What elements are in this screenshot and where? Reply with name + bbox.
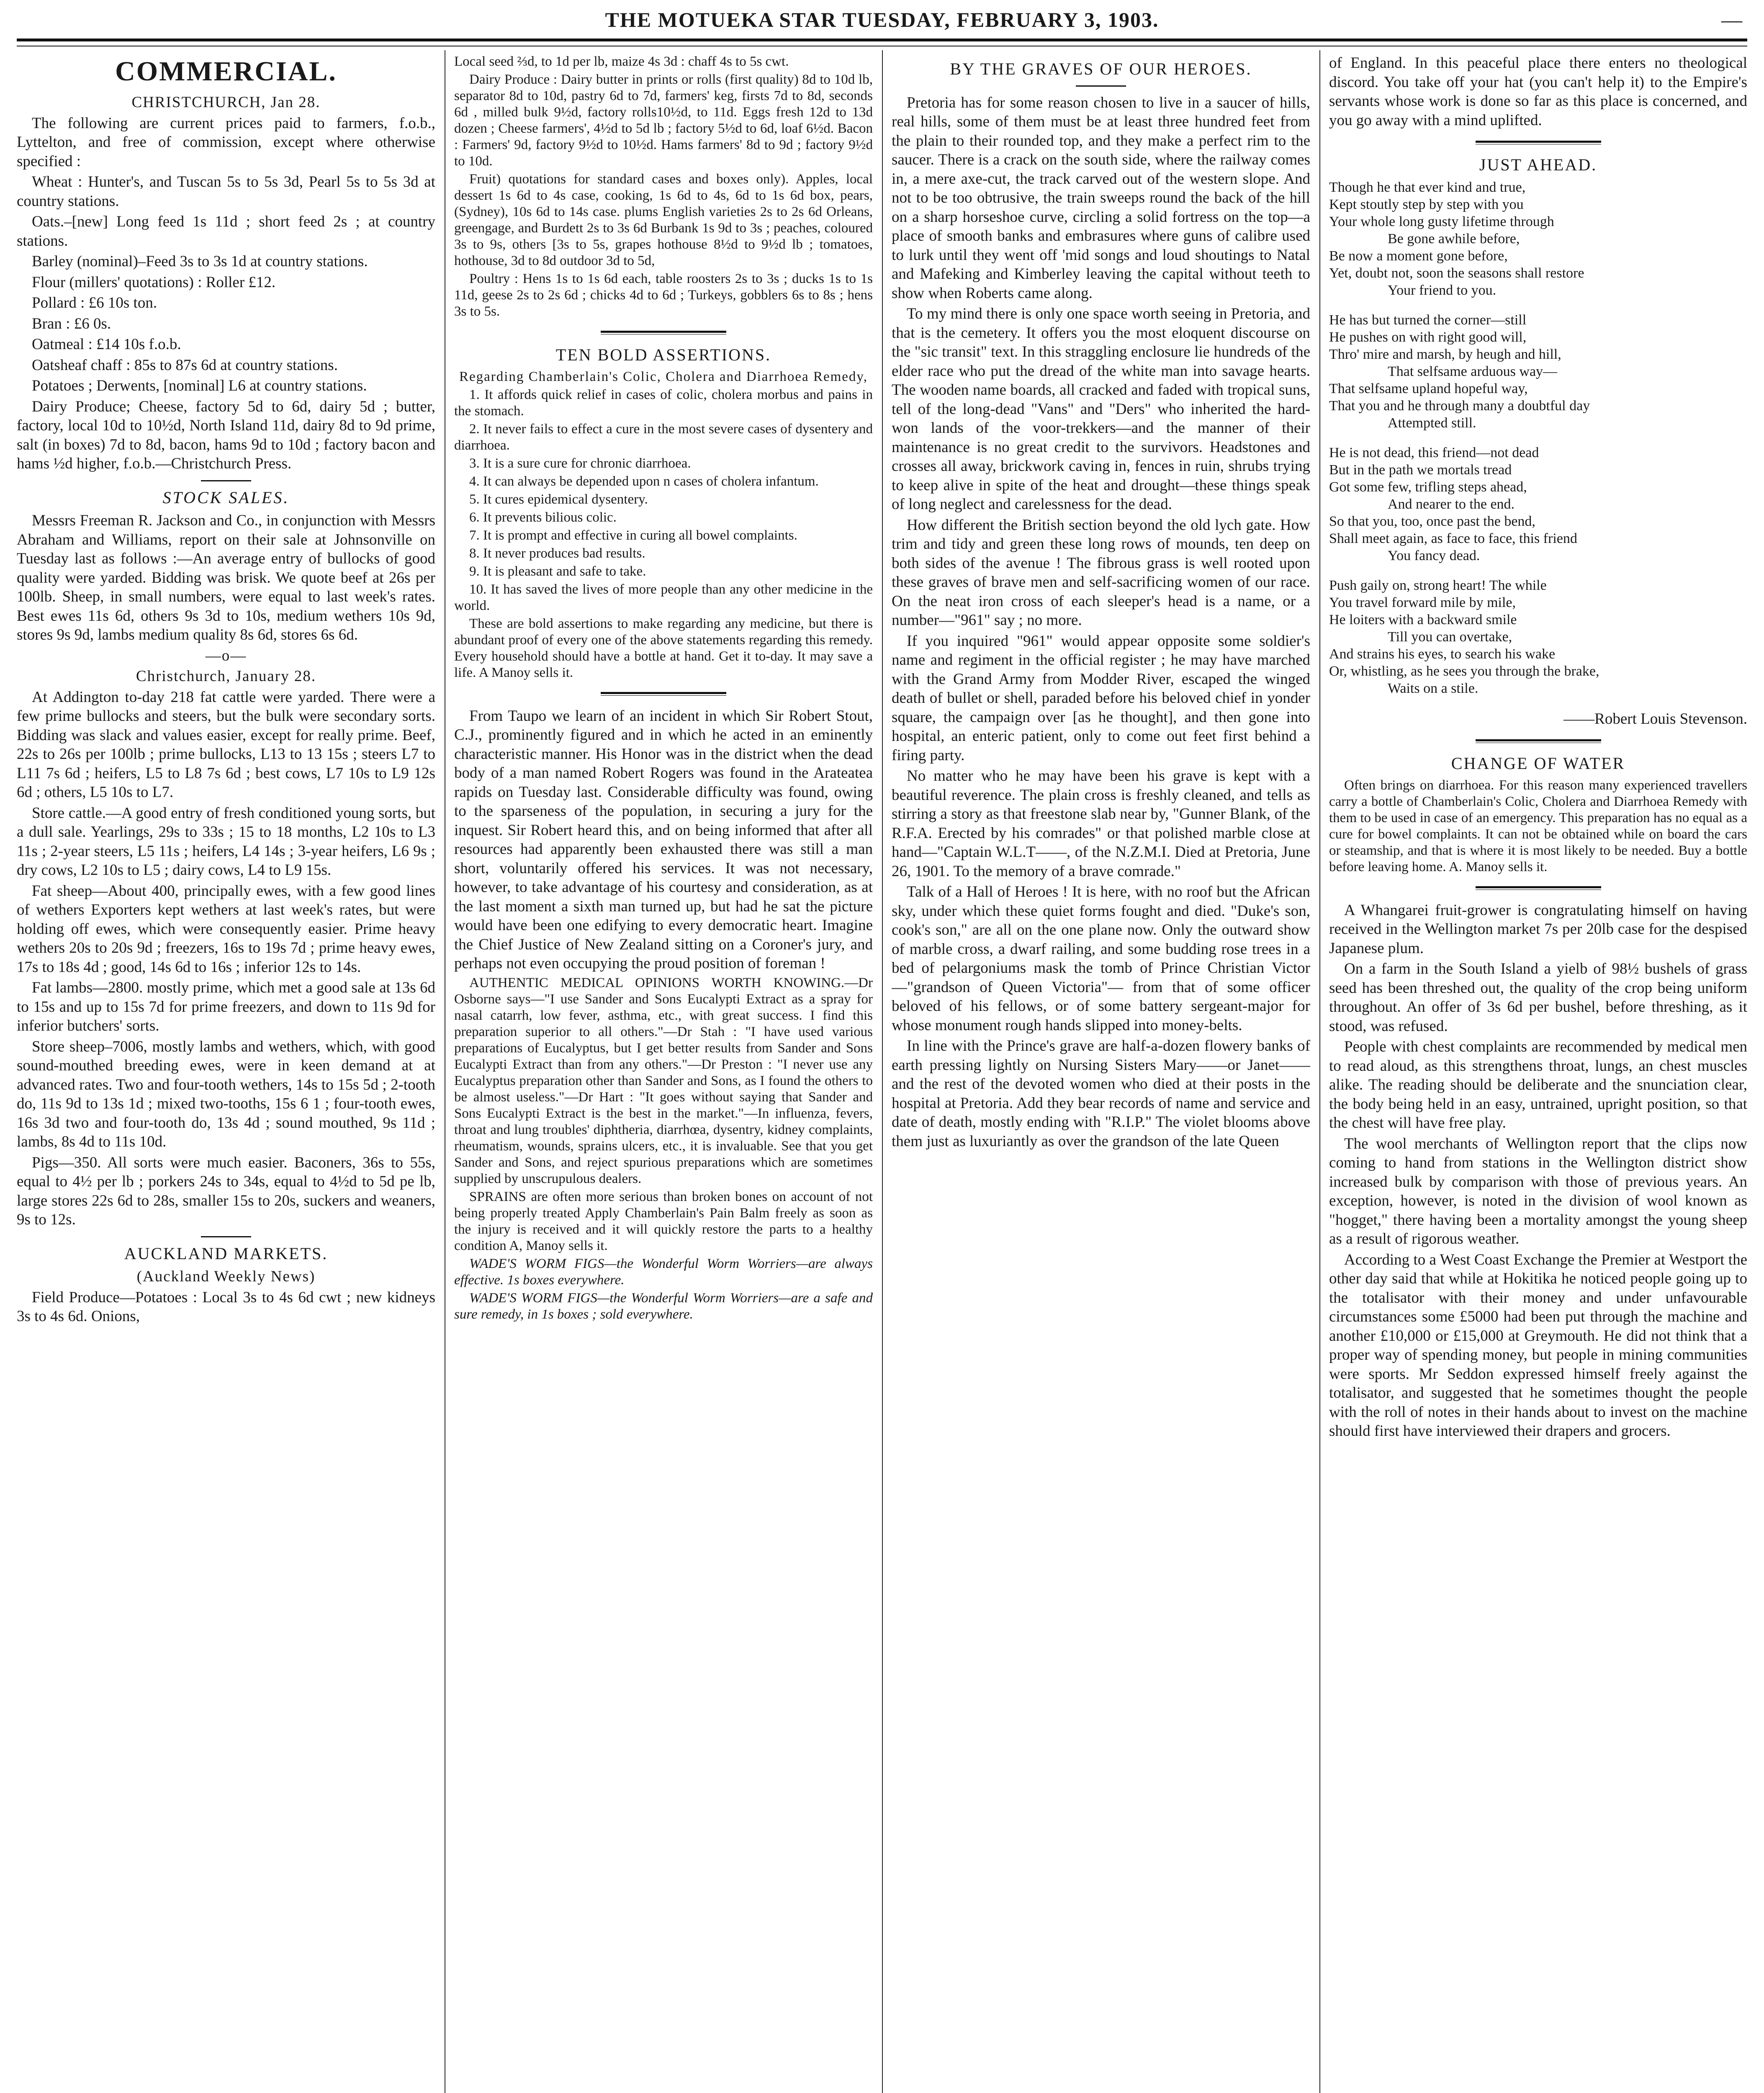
paragraph: Oatmeal : £14 10s f.o.b. bbox=[32, 336, 181, 353]
paragraph: Store cattle.—A good entry of fresh conditioned young sorts, but a dull sale. Yearlings, 29s to 33s ; 15 to 18 months, L2 10s to L3 11s ; 2-year steers, L5 11s ; heifers, L4 14s ; 3-year heifers, L6 9s ; dry cows, L2 10s to L5 ; dairy cows, L4 to L9 15s. bbox=[17, 804, 435, 879]
poem-line: Your whole long gusty lifetime through bbox=[1329, 213, 1554, 229]
paragraph: If you inquired "961" would appear opposite some soldier's name and regiment in the official register ; he may have marched with the Grand Army from Modder River, escaped the winged death of bullet or shell, paraded before his beloved chief in yonder square, the campaign over [as he thought], and then gone into hospital, an enteric patient, only to come out feet first behind a firing party. bbox=[892, 632, 1310, 764]
graves-heading: BY THE GRAVES OF OUR HEROES. bbox=[950, 59, 1252, 78]
paragraph: In line with the Prince's grave are half-a-dozen flowery banks of earth pressing lightly on Nursing Sisters Mary——or Janet——and the rest of the devoted women who died at their posts in the hospital at Pretoria. Add they bear records of name and service and date of death, mostly ending with "R.I.P." The violet blooms above them just as luxuriantly as over the grandson of the late Queen bbox=[892, 1037, 1310, 1150]
poem-line: You fancy dead. bbox=[1388, 548, 1480, 563]
paragraph: Dairy Produce : Dairy butter in prints or rolls (first quality) 8d to 10d lb, separator 8d to 10d, pastry 6d to 7d, farmers' keg, firsts 7d to 8d, seconds 6d , milled bulk 9½d, factory rolls10½d, to 11d. Eggs fresh 12d to 13d dozen ; Cheese farmers', 4½d to 5d lb ; factory 5½d to 6d, loaf 6½d. Bacon : Farmers' 9d, factory 9½d to 10½d. Hams farmers' 8d to 9d ; factory 9½d to 10d. bbox=[454, 72, 873, 169]
paragraph: Oats.–[new] Long feed 1s 11d ; short feed 2s ; at country stations. bbox=[17, 213, 435, 249]
list-item: 6. It prevents bilious colic. bbox=[469, 509, 617, 525]
paragraph: Local seed ⅔d, to 1d per lb, maize 4s 3d : chaff 4s to 5s cwt. bbox=[454, 54, 789, 69]
poem-line: Thro' mire and marsh, by heugh and hill, bbox=[1329, 346, 1561, 362]
paragraph: The following are current prices paid to farmers, f.o.b., Lyttelton, and free of commission, except where otherwise specified : bbox=[17, 114, 435, 170]
paragraph: Fat sheep—About 400, principally ewes, with a few good lines of wethers Exporters kept wethers at last week's rates, but were holding off ewes, which were consequently easier. Prime heavy wethers 20s to 20s 9d ; freezers, 16s to 19s 7d ; prime heavy ewes, 17s to 18s 4d ; good, 14s 6d to 16s ; inferior 12s to 14s. bbox=[17, 882, 435, 976]
poem-stanza bbox=[1329, 179, 1747, 299]
list-item: 2. It never fails to effect a cure in the most severe cases of dysentery and diarrhoea. bbox=[454, 421, 873, 453]
paragraph: Wheat : Hunter's, and Tuscan 5s to 5s 3d, Pearl 5s to 5s 3d at country stations. bbox=[17, 173, 435, 210]
poem-line: He pushes on with right good will, bbox=[1329, 329, 1527, 345]
poem-line: That selfsame arduous way— bbox=[1388, 363, 1558, 379]
masthead-title: THE MOTUEKA STAR TUESDAY, FEBRUARY 3, 1903. bbox=[605, 8, 1159, 31]
divider bbox=[1076, 85, 1126, 87]
change-of-water-ad: Often brings on diarrhoea. For this reason many experienced travellers carry a bottle of Chamberlain's Colic, Cholera and Diarrhoea Remedy with them to be used in case of an emergency. This preparation has no equal as a cure for bowel complaints. It can not be obtained while on board the cars or steamship, and that is where it is most likely to be needed. Buy a bottle before leaving home. A. Manoy sells it. bbox=[1329, 777, 1747, 874]
poem-line: And nearer to the end. bbox=[1388, 496, 1515, 512]
paragraph: Bran : £6 0s. bbox=[32, 315, 111, 332]
masthead bbox=[17, 8, 1747, 37]
column-1 bbox=[17, 54, 435, 2093]
paragraph: Pretoria has for some reason chosen to live in a saucer of hills, real hills, some of them must be at least three hundred feet from the plain to their rounded top, and they make a perfect rim to the saucer. There is a crack on the south side, where the railway comes in, a mere axe-cut, the track carved out of the western slope. And not to be too obtrusive, the train sweeps round the back of the hill on a sharp horseshoe curve, circling a solid fortress on the top—a place of smooth banks and embrasures where guns of calibre used to lurk until they went off 'mid songs and loud shoutings to Natal and Mafeking and Kimberley leaving the capital without teeth to show when Roberts came along. bbox=[892, 94, 1310, 302]
list-item: 7. It is prompt and effective in curing all bowel complaints. bbox=[469, 527, 797, 543]
poem-stanza bbox=[1329, 444, 1747, 564]
poem-line: He is not dead, this friend—not dead bbox=[1329, 445, 1539, 460]
news-paragraph: The wool merchants of Wellington report that the clips now coming to hand from stations in the Wellington district show increased bulk by comparison with those of previous years. An exception, however, is noted in the division of wool known as "hogget," there having been a mortality amongst the young sheep as a result of rigorous weather. bbox=[1329, 1135, 1747, 1247]
paragraph: No matter who he may have been his grave is kept with a beautiful reverence. The plain cross is freshly cleaned, and tells as stirring a story as that freestone slab near by, "Gunner Blank, of the R.F.A. Erected by his comrades" or that polished marble close at hand—"Captain W.L.T——, of the N.Z.M.I. Died at Pretoria, June 26, 1901. To the memory of a brave comrade." bbox=[892, 767, 1310, 880]
poem-line: And strains his eyes, to search his wake bbox=[1329, 646, 1556, 662]
poem bbox=[1329, 179, 1747, 729]
paragraph: At Addington to-day 218 fat cattle were yarded. There were a few prime bullocks and steers, but the bulk were secondary sorts. Bidding was slack and values easier, except for really prime. Beef, 22s to 26s per 100lb ; prime bullocks, L13 to 13 15s ; steers L7 to L11 7s 6d ; heifers, L5 to L8 7s 6d ; best cows, L7 10s to L9 12s 6d ; others, L5 10s to L7. bbox=[17, 688, 435, 801]
commercial-dateline: CHRISTCHURCH, Jan 28. bbox=[131, 94, 321, 111]
advertisements bbox=[454, 975, 873, 1323]
poem-line: Shall meet again, as face to face, this friend bbox=[1329, 530, 1577, 546]
poem-line: Though he that ever kind and true, bbox=[1329, 179, 1526, 195]
poem-line: Got some few, trifling steps ahead, bbox=[1329, 479, 1527, 495]
news-paragraph: According to a West Coast Exchange the Premier at Westport the other day said that while at Hokitika he noticed people going up to the totalisator with their money and under unfavourable circumstances some £5000 had been put through the machine and another £10,000 or £15,000 at Greymouth. He did not think that a proper way of spending money, but people in mining communities were sports. Mr Seddon expressed himself freely against the totalisator, and suggested that he sometimes thought the people with the roll of notes in their hands about to invest on the machine should first have interviewed their drapers and grocers. bbox=[1329, 1251, 1747, 1440]
divider bbox=[1476, 739, 1601, 743]
paragraph: Flour (millers' quotations) : Roller £12. bbox=[32, 273, 276, 291]
poem-line: He loiters with a backward smile bbox=[1329, 612, 1517, 627]
column-rule bbox=[1319, 50, 1320, 2093]
list-item: 8. It never produces bad results. bbox=[469, 545, 645, 561]
sprains-ad: SPRAINS are often more serious than broken bones on account of not being properly treated Apply Chamberlain's Pain Balm freely as soon as the injury is received and it will quickly restore the parts to a healthy condition A, Manoy sells it. bbox=[454, 1189, 873, 1253]
list-item: 3. It is a sure cure for chronic diarrhoea. bbox=[469, 455, 691, 471]
paragraph: Poultry : Hens 1s to 1s 6d each, table roosters 2s to 3s ; ducks 1s to 1s 11d, geese 2s to 2s 6d ; chicks 4d to 6d ; Turkeys, gobblers 6s to 8s ; hens 3s to 5s. bbox=[454, 271, 873, 319]
column-3 bbox=[892, 54, 1310, 2093]
poem-author: ——Robert Louis Stevenson. bbox=[1563, 710, 1747, 728]
paragraph: How different the British section beyond the old lych gate. How trim and tidy and green these long rows of mounds, ten deep on both sides of the avenue ! The fibrous grass is well rooted upon these graves of brave men and self-sacrificing women of our race. On the neat iron cross of each sleeper's head is a name, or a number—"961" say ; no more. bbox=[892, 516, 1310, 629]
divider bbox=[1476, 886, 1601, 890]
poem-line: Till you can overtake, bbox=[1388, 629, 1512, 645]
auckland-source: (Auckland Weekly News) bbox=[136, 1268, 316, 1285]
ten-assertions-intro: Regarding Chamberlain's Colic, Cholera and Diarrhoea Remedy, bbox=[459, 369, 868, 384]
news-paragraph: On a farm in the South Island a yielb of 98½ bushels of grass seed has been threshed out, the quality of the crop being uniform throughout. An offer of 3s 6d per bushel, before threshing, as it stood, was refused. bbox=[1329, 960, 1747, 1035]
commercial-paragraphs bbox=[17, 114, 435, 473]
column-2 bbox=[454, 54, 873, 2093]
paragraph: Dairy Produce; Cheese, factory 5d to 6d, dairy 5d ; butter, factory, local 10d to 10½d, North Island 11d, dairy 8d to 9d prime, salt (in boxes) 7d to 8d, bacon, hams 9d to 10d ; factory bacon and hams ½d higher, f.o.b.—Christchurch Press. bbox=[17, 398, 435, 472]
news-paragraph: A Whangarei fruit-grower is congratulating himself on having received in the Wellington market 7s per 20lb case for the despised Japanese plum. bbox=[1329, 901, 1747, 957]
taupo-paragraph: From Taupo we learn of an incident in which Sir Robert Stout, C.J., prominently figured and in which he acted in an eminently characteristic manner. His Honor was in the district when the dead body of a man named Robert Rogers was found in the Arateatea rapids on Tuesday last. Considerable difficulty was found, owing to the sparseness of the population, in securing a jury for the inquest. Sir Robert heard this, and on being informed that after all resources had apparently been exhausted there was still a man short, voluntarily offered his services. It was not necessary, however, to take advantage of his courtesy and consideration, as at the last moment a sixth man turned up, but had he sat the picture would have been one edifying to every democratic heart. Imagine the Chief Justice of New Zealand sitting on a Coroner's jury, and perhaps not even occupying the proud position of foreman ! bbox=[454, 707, 873, 972]
paragraph: of England. In this peaceful place there enters no theological discord. You take off your hat (you can't help it) to the Empire's servants whose work is done so far as this place is concerned, and you go away with a mind uplifted. bbox=[1329, 54, 1747, 129]
poem-line: Be now a moment gone before, bbox=[1329, 248, 1508, 264]
paragraph: Oatsheaf chaff : 85s to 87s 6d at country stations. bbox=[32, 356, 338, 374]
dateline: Christchurch, January 28. bbox=[136, 668, 316, 685]
poem-line: Push gaily on, strong heart! The while bbox=[1329, 577, 1547, 593]
poem-heading: JUST AHEAD. bbox=[1479, 155, 1597, 174]
poem-line: Your friend to you. bbox=[1388, 282, 1497, 298]
divider-mark: —o— bbox=[205, 647, 247, 664]
column-rule bbox=[882, 50, 883, 2093]
paragraph: Store sheep–7006, mostly lambs and wethers, which, with good sound-mouthed breeding ewes, were in keen demand at at advanced rates. Two and four-tooth wethers, 14s to 15s 5d ; 2-tooth do, 11s 9d to 13s 1d ; mixed two-tooths, 15s 6 1 ; four-tooth ewes, 16s 3d two and four-tooth do, 13s 4d ; sound mouthed, 9s 11d ; lambs, 8s 4d to 11s 10d. bbox=[17, 1038, 435, 1150]
poem-line: That selfsame upland hopeful way, bbox=[1329, 381, 1528, 396]
paragraph: Pollard : £6 10s ton. bbox=[32, 294, 157, 311]
ten-assertions-outro: These are bold assertions to make regarding any medicine, but there is abundant proof of every one of the above statements regarding this remedy. Every household should have a bottle at hand. Get it to-day. It may save a life. A Manoy sells it. bbox=[454, 616, 873, 680]
divider bbox=[601, 692, 726, 696]
divider bbox=[201, 480, 251, 481]
wade-worm-figs-ad: WADE'S WORM FIGS—the Wonderful Worm Worriers—are a safe and sure remedy, in 1s boxes ; sold everywhere. bbox=[454, 1290, 873, 1322]
poem-line: Yet, doubt not, soon the seasons shall restore bbox=[1329, 265, 1584, 281]
divider bbox=[201, 1236, 251, 1237]
authentic-opinions-ad: AUTHENTIC MEDICAL OPINIONS WORTH KNOWING.—Dr Osborne says—"I use Sander and Sons Eucalypti Extract as a spray for nasal catarrh, low fever, asthma, etc., with great success. I find this preparation superior to all others."—Dr Stah : "I have used various preparations of Eucalyptus, but I get better results from Sander and Sons Eucalypti Extract than from any others."—Dr Preston : "I never use any Eucalyptus preparation other than Sander and Sons, as I found the others to be almost useless."—Dr Hart : "It goes without saying that Sander and Sons Eucalypti Extract is the best in the market."—In influenza, fevers, throat and lung troubles' diphtheria, diarrhœa, dysentry, kidney complaints, rheumatism, wounds, sprains ulcers, etc., it is invaluable. See that you get Sander and Sons, and reject spurious preparations which are sometimes supplied by unscrupulous dealers. bbox=[454, 975, 873, 1186]
masthead-rule bbox=[17, 39, 1747, 46]
paragraph: Pigs—350. All sorts were much easier. Baconers, 36s to 55s, equal to 4½ per lb ; porkers 24s to 34s, equal to 4½d to 5d pe lb, large stores 22s 6d to 28s, smaller 15s to 20s, suckers and weaners, 9s to 12s. bbox=[17, 1154, 435, 1228]
paragraph: Fat lambs—2800. mostly prime, which met a good sale at 13s 6d to 15s and up to 15s 7d for prime freezers, and down to 11s 9d for inferior butchers' sorts. bbox=[17, 979, 435, 1034]
poem-line: Or, whistling, as he sees you through the brake, bbox=[1329, 663, 1599, 679]
column-4 bbox=[1329, 54, 1747, 2093]
commercial-heading: COMMERCIAL. bbox=[115, 56, 337, 87]
poem-stanza bbox=[1329, 311, 1747, 432]
ten-assertions-heading: TEN BOLD ASSERTIONS. bbox=[555, 345, 771, 364]
poem-line: Attempted still. bbox=[1388, 415, 1476, 431]
paragraph: Potatoes ; Derwents, [nominal] L6 at country stations. bbox=[32, 377, 367, 394]
ten-assertions bbox=[454, 369, 873, 681]
poem-line: That you and he through many a doubtful day bbox=[1329, 398, 1590, 414]
divider bbox=[601, 331, 726, 334]
paragraph: Fruit) quotations for standard cases and boxes only). Apples, local dessert 1s 6d to 4s case, cooking, 1s 6d to 4s, 6d to 1s 6d box, pears, (Sydney), 10s 6d to 14s case. plums English varieties 2s to 2s 6d Orleans, greengage, and Burdett 2s to 3s 6d Burbank 1s 9d to 3s ; peaches, coloured 3s to 9s, others [3s to 5s, grapes hothouse 8½d to 9½d lb ; tomatoes, hothouse, 3d to 8d outdoor 3d to 5d, bbox=[454, 172, 873, 268]
paragraph: Field Produce—Potatoes : Local 3s to 4s 6d cwt ; new kidneys 3s to 4s 6d. Onions, bbox=[17, 1288, 435, 1325]
page-mark: — bbox=[1721, 8, 1743, 31]
auckland-heading: AUCKLAND MARKETS. bbox=[124, 1244, 328, 1263]
stock-sales-heading: STOCK SALES. bbox=[162, 488, 290, 507]
wade-worm-figs-ad: WADE'S WORM FIGS—the Wonderful Worm Worriers—are always effective. 1s boxes everywhere. bbox=[454, 1256, 873, 1288]
paragraph: Talk of a Hall of Heroes ! It is here, with no roof but the African sky, under which these quiet forms fought and died. "Duke's son, cook's son," are all on the one plane now. Only the outward show of marble cross, a dwarf railing, and some budding rose trees in a bed of pelargoniums mask the tomb of Prince Christian Victor —"grandson of Queen Victoria"— from that of some officer beloved of his fellows, or of some battery sergeant-major for whose monument rough hands slipped into money-belts. bbox=[892, 883, 1310, 1034]
list-item: 9. It is pleasant and safe to take. bbox=[469, 563, 646, 579]
paragraph: To my mind there is only one space worth seeing in Pretoria, and that is the cemetery. It offers you the most eloquent discourse on the "sic transit" text. In this straggling enclosure lie hundreds of the elder race who put the dread of the white man into savage hearts. The wooden name boards, all cracked and faded with tropical suns, tell of the long-dead "Vans" and "Ders" who inherited the hard-won lands of the voor-trekkers—and the manner of their maintenance is no great credit to the survivors. Headstones and crosses all away, brickwork caving in, fences in ruin, shrubs trying to keep alive in spite of the heat and drought—these things speak of long neglect and carelessness for the dead. bbox=[892, 305, 1310, 513]
poem-line: But in the path we mortals tread bbox=[1329, 462, 1512, 478]
poem-line: You travel forward mile by mile, bbox=[1329, 594, 1516, 610]
news-paragraph: People with chest complaints are recommended by medical men to read aloud, as this strengthens throat, lungs, an chest muscles alike. The reading should be deliberate and the snunciation clear, the body being held in an easy, untrained, upright position, so that the chest will have free play. bbox=[1329, 1038, 1747, 1131]
list-item: 5. It cures epidemical dysentery. bbox=[469, 491, 648, 507]
list-item: 4. It can always be depended upon n cases of cholera infantum. bbox=[469, 473, 819, 489]
change-of-water-heading: CHANGE OF WATER bbox=[1451, 754, 1625, 773]
paragraph: Messrs Freeman R. Jackson and Co., in conjunction with Messrs Abraham and Williams, report on their sale at Johnsonville on Tuesday last as follows :—An average entry of bullocks of good quality were yarded. Bidding was brisk. We quote beef at 26s per 100lb. Sheep, in small numbers, were equal to last week's rates. Best ewes 11s 6d, others 9s 3d to 10s, medium wethers 10s 9d, stores 9s 9d, lambs medium quality 8s 6d, stores 6s 6d. bbox=[17, 512, 435, 643]
paragraph: Barley (nominal)–Feed 3s to 3s 1d at country stations. bbox=[32, 253, 368, 270]
list-item: 1. It affords quick relief in cases of colic, cholera morbus and pains in the stomach. bbox=[454, 387, 873, 419]
poem-line: Waits on a stile. bbox=[1388, 680, 1479, 696]
list-item: 10. It has saved the lives of more people than any other medicine in the world. bbox=[454, 581, 873, 613]
poem-line: So that you, too, once past the bend, bbox=[1329, 513, 1535, 529]
divider bbox=[1476, 141, 1601, 144]
auckland-continued bbox=[454, 54, 873, 320]
poem-line: He has but turned the corner—still bbox=[1329, 312, 1527, 328]
poem-line: Kept stoutly step by step with you bbox=[1329, 196, 1524, 212]
poem-line: Be gone awhile before, bbox=[1388, 231, 1520, 247]
poem-stanza bbox=[1329, 577, 1747, 697]
